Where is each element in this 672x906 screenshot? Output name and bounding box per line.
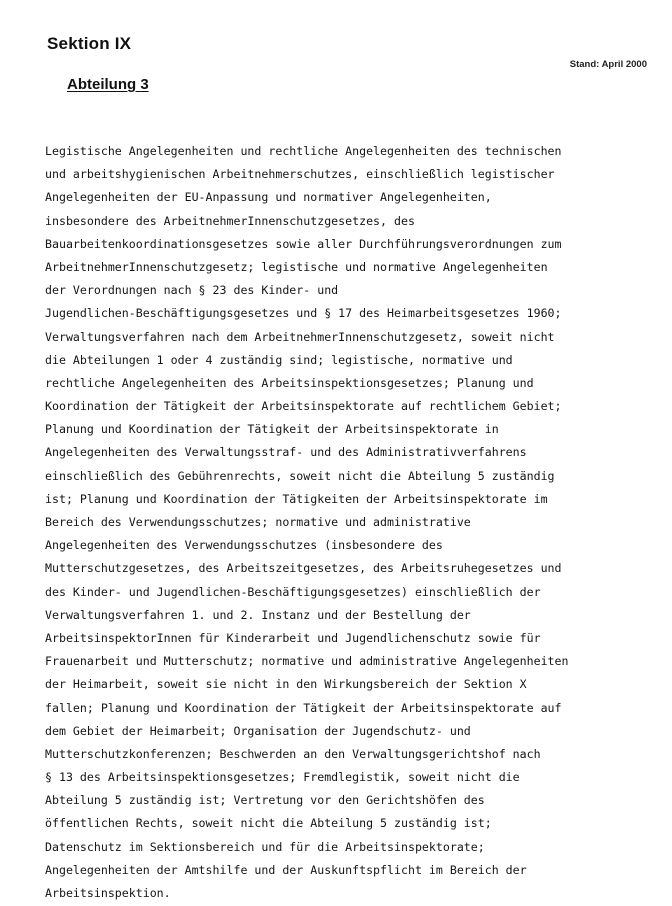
body-line: öffentlichen Rechts, soweit nicht die Abteilung 5 zuständig ist;: [45, 816, 492, 831]
body-line: Datenschutz im Sektionsbereich und für die Arbeitsinspektorate;: [45, 839, 485, 854]
body-line: Mutterschutzkonferenzen; Beschwerden an den Verwaltungsgerichtshof nach: [45, 746, 541, 761]
body-line: ArbeitsinspektorInnen für Kinderarbeit und Jugendlichenschutz sowie für: [45, 630, 541, 645]
body-line: Koordination der Tätigkeit der Arbeitsinspektorate auf rechtlichem Gebiet;: [45, 399, 562, 414]
body-line: Jugendlichen-Beschäftigungsgesetzes und § 17 des Heimarbeitsgesetzes 1960;: [45, 306, 562, 321]
body-line: Verwaltungsverfahren nach dem ArbeitnehmerInnenschutzgesetz, soweit nicht: [45, 329, 555, 344]
body-line: dem Gebiet der Heimarbeit; Organisation der Jugendschutz- und: [45, 723, 471, 738]
department-heading: Abteilung 3: [67, 76, 149, 93]
body-line: fallen; Planung und Koordination der Tätigkeit der Arbeitsinspektorate auf: [45, 700, 562, 715]
body-line: Verwaltungsverfahren 1. und 2. Instanz und der Bestellung der: [45, 607, 471, 622]
body-line: Frauenarbeit und Mutterschutz; normative und administrative Angelegenheiten: [45, 654, 569, 669]
section-title: Sektion IX: [47, 34, 132, 53]
body-line: Mutterschutzgesetzes, des Arbeitszeitgesetzes, des Arbeitsruhegesetzes und: [45, 561, 562, 576]
body-line: ArbeitnehmerInnenschutzgesetz; legistische und normative Angelegenheiten: [45, 259, 548, 274]
body-line: Angelegenheiten der Amtshilfe und der Auskunftspflicht im Bereich der: [45, 862, 527, 877]
body-line: § 13 des Arbeitsinspektionsgesetzes; Fremdlegistik, soweit nicht die: [45, 770, 520, 785]
body-line: insbesondere des ArbeitnehmerInnenschutzgesetzes, des: [45, 213, 415, 228]
body-line: und arbeitshygienischen Arbeitnehmerschutzes, einschließlich legistischer: [45, 167, 555, 182]
body-line: Bauarbeitenkoordinationsgesetzes sowie aller Durchführungsverordnungen zum: [45, 236, 562, 251]
body-line: Bereich des Verwendungsschutzes; normative und administrative: [45, 515, 471, 529]
body-text: [45, 140, 645, 905]
body-line: Arbeitsinspektion.: [45, 886, 171, 900]
body-line: Legistische Angelegenheiten und rechtliche Angelegenheiten des technischen: [45, 144, 562, 158]
body-line: die Abteilungen 1 oder 4 zuständig sind; legistische, normative und: [45, 352, 513, 367]
body-line: einschließlich des Gebührenrechts, soweit nicht die Abteilung 5 zuständig: [45, 468, 555, 483]
stand-date: Stand: April 2000: [569, 59, 647, 70]
body-line: ist; Planung und Koordination der Tätigkeiten der Arbeitsinspektorate im: [45, 491, 548, 506]
body-line: Angelegenheiten der EU-Anpassung und normativer Angelegenheiten,: [45, 190, 492, 205]
body-line: Angelegenheiten des Verwendungsschutzes (insbesondere des: [45, 538, 443, 553]
body-line: rechtliche Angelegenheiten des Arbeitsinspektionsgesetzes; Planung und: [45, 375, 534, 390]
body-line: des Kinder- und Jugendlichen-Beschäftigungsgesetzes) einschließlich der: [45, 584, 541, 599]
body-line: der Verordnungen nach § 23 des Kinder- und: [45, 283, 339, 298]
body-line: der Heimarbeit, soweit sie nicht in den Wirkungsbereich der Sektion X: [45, 677, 527, 692]
body-line: Planung und Koordination der Tätigkeit der Arbeitsinspektorate in: [45, 422, 499, 437]
body-line: Abteilung 5 zuständig ist; Vertretung vor den Gerichtshöfen des: [45, 793, 485, 808]
body-line: Angelegenheiten des Verwaltungsstraf- und des Administrativverfahrens: [45, 445, 527, 460]
